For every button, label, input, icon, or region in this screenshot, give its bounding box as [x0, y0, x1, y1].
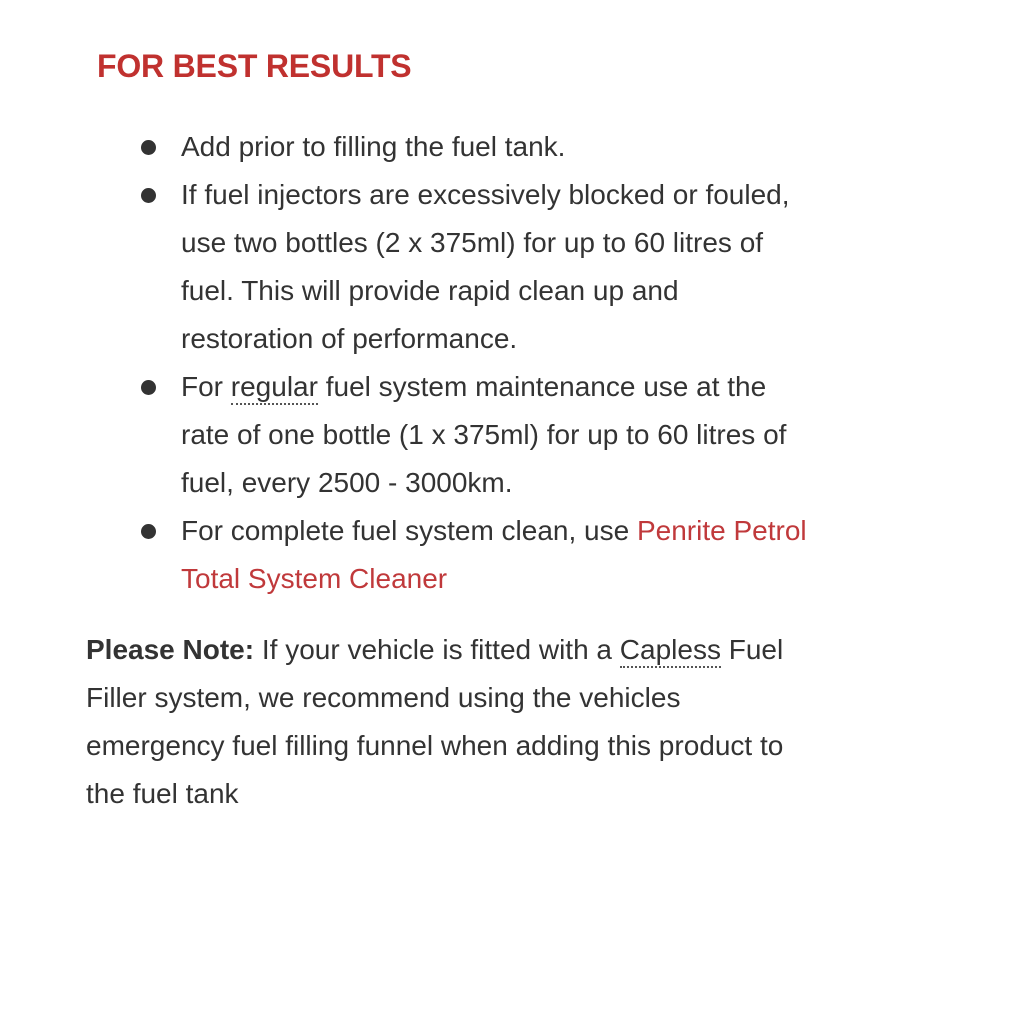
- list-item-text: fuel, every 2500 - 3000km.: [181, 467, 513, 498]
- glossary-term-regular[interactable]: regular: [231, 371, 318, 405]
- penrite-cleaner-link-part1[interactable]: Penrite Petrol: [636, 515, 807, 546]
- list-item-text: Add prior to filling the fuel tank.: [181, 131, 566, 162]
- list-item-text: rate of one bottle (1 x 375ml) for up to 60 litres of: [181, 419, 787, 450]
- list-item-line: [181, 363, 951, 411]
- list-item-text: For complete fuel system clean, use: [181, 515, 637, 546]
- note-text: Fuel: [720, 634, 784, 665]
- list-item-text: For: [181, 371, 231, 402]
- note-text: emergency fuel filling funnel when adding this product to: [86, 730, 784, 761]
- note-line: [86, 626, 946, 674]
- list-item-text: use two bottles (2 x 375ml) for up to 60 litres of: [181, 227, 764, 258]
- section-heading: FOR BEST RESULTS: [97, 48, 412, 84]
- note-text: the fuel tank: [86, 778, 239, 809]
- penrite-cleaner-link-part2[interactable]: Total System Cleaner: [181, 563, 448, 594]
- note-label: Please Note:: [86, 634, 255, 665]
- note-text: If your vehicle is fitted with a: [254, 634, 620, 665]
- note-text: Filler system, we recommend using the vehicles: [86, 682, 681, 713]
- list-item: [181, 363, 951, 507]
- list-item: [181, 123, 951, 171]
- please-note-paragraph: [86, 626, 946, 818]
- list-item-text: fuel system maintenance use at the: [317, 371, 767, 402]
- glossary-term-capless[interactable]: Capless: [620, 634, 721, 668]
- list-item: [181, 507, 951, 603]
- list-item-text: fuel. This will provide rapid clean up and: [181, 275, 679, 306]
- list-item-line: [181, 507, 951, 555]
- list-item-text: If fuel injectors are excessively blocked or fouled,: [181, 179, 790, 210]
- list-item-line: [181, 555, 951, 603]
- list-item: [181, 171, 951, 363]
- instructions-list: [181, 123, 951, 603]
- list-item-text: restoration of performance.: [181, 323, 518, 354]
